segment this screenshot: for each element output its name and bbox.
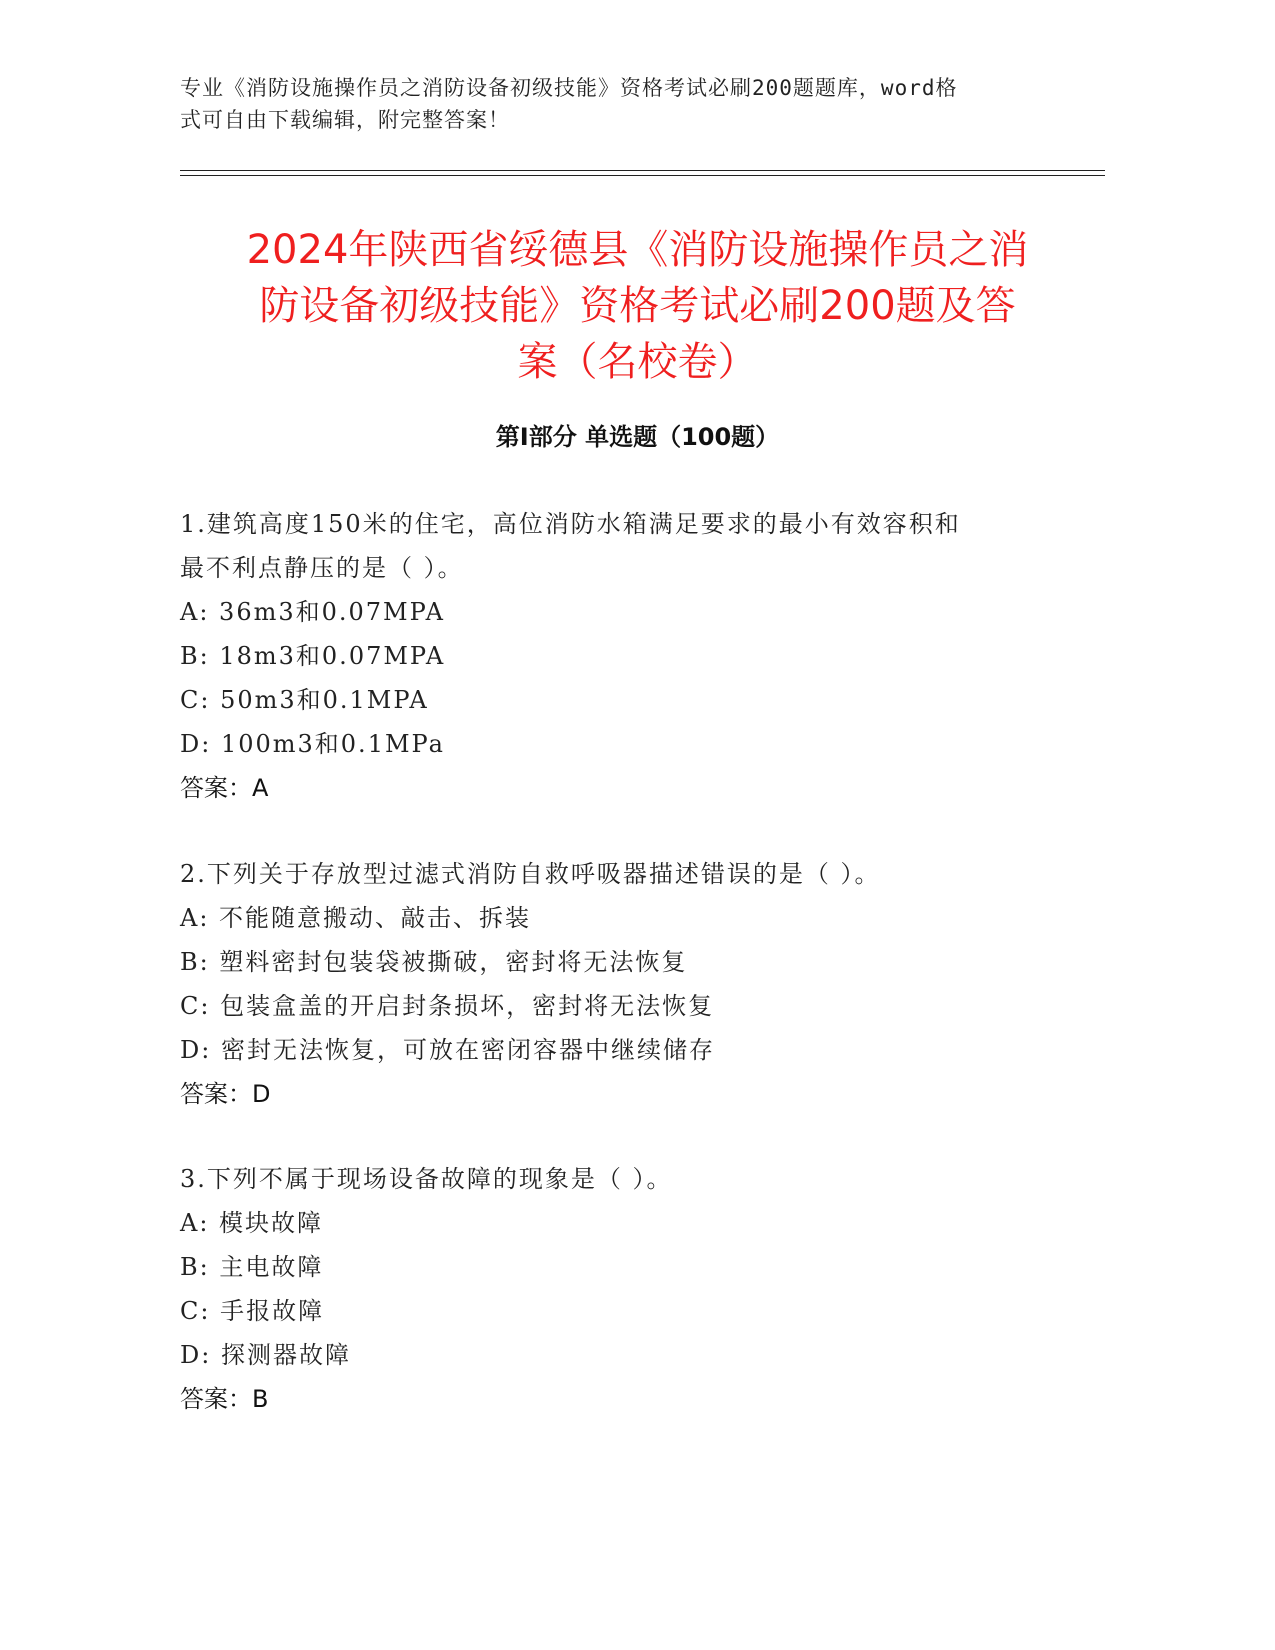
title-line-3: 案（名校卷） (517, 339, 758, 385)
intro-paragraph (180, 72, 1060, 136)
section-heading: 第Ⅰ部分 单选题（100题） (495, 423, 780, 451)
option-d: D: 探测器故障 (180, 1341, 351, 1369)
title-line-1: 2024年陕西省绥德县《消防设施操作员之消 (246, 227, 1029, 273)
option-d: D: 100m3和0.1MPa (180, 730, 445, 758)
document-title (160, 222, 1115, 390)
answer-label: 答案：A (180, 774, 269, 802)
option-a: A: 36m3和0.07MPA (180, 598, 445, 626)
option-a: A: 模块故障 (180, 1209, 324, 1237)
intro-line-1: 专业《消防设施操作员之消防设备初级技能》资格考试必刷200题题库，word格 (180, 76, 958, 100)
question-2 (180, 852, 1060, 1116)
option-b: B: 18m3和0.07MPA (180, 642, 446, 670)
question-stem-line: 最不利点静压的是（ ）。 (180, 554, 464, 582)
option-d: D: 密封无法恢复，可放在密闭容器中继续储存 (180, 1036, 715, 1064)
question-stem-line: 2.下列关于存放型过滤式消防自救呼吸器描述错误的是（ ）。 (180, 860, 881, 888)
option-b: B: 主电故障 (180, 1253, 324, 1281)
option-c: C: 50m3和0.1MPA (180, 686, 429, 714)
answer-label: 答案：D (180, 1080, 271, 1108)
option-c: C: 手报故障 (180, 1297, 325, 1325)
answer-label: 答案：B (180, 1385, 269, 1413)
title-line-2: 防设备初级技能》资格考试必刷200题及答 (259, 283, 1016, 329)
question-1 (180, 502, 1060, 810)
option-c: C: 包装盒盖的开启封条损坏，密封将无法恢复 (180, 992, 715, 1020)
header-divider-bottom (180, 175, 1105, 176)
question-stem-line: 3.下列不属于现场设备故障的现象是（ ）。 (180, 1165, 673, 1193)
header-divider-top (180, 170, 1105, 171)
intro-line-2: 式可自由下载编辑，附完整答案！ (180, 108, 510, 132)
option-a: A: 不能随意搬动、敲击、拆装 (180, 904, 532, 932)
question-3 (180, 1157, 1060, 1421)
question-stem-line: 1.建筑高度150米的住宅，高位消防水箱满足要求的最小有效容积和 (180, 510, 961, 538)
option-b: B: 塑料密封包装袋被撕破，密封将无法恢复 (180, 948, 688, 976)
